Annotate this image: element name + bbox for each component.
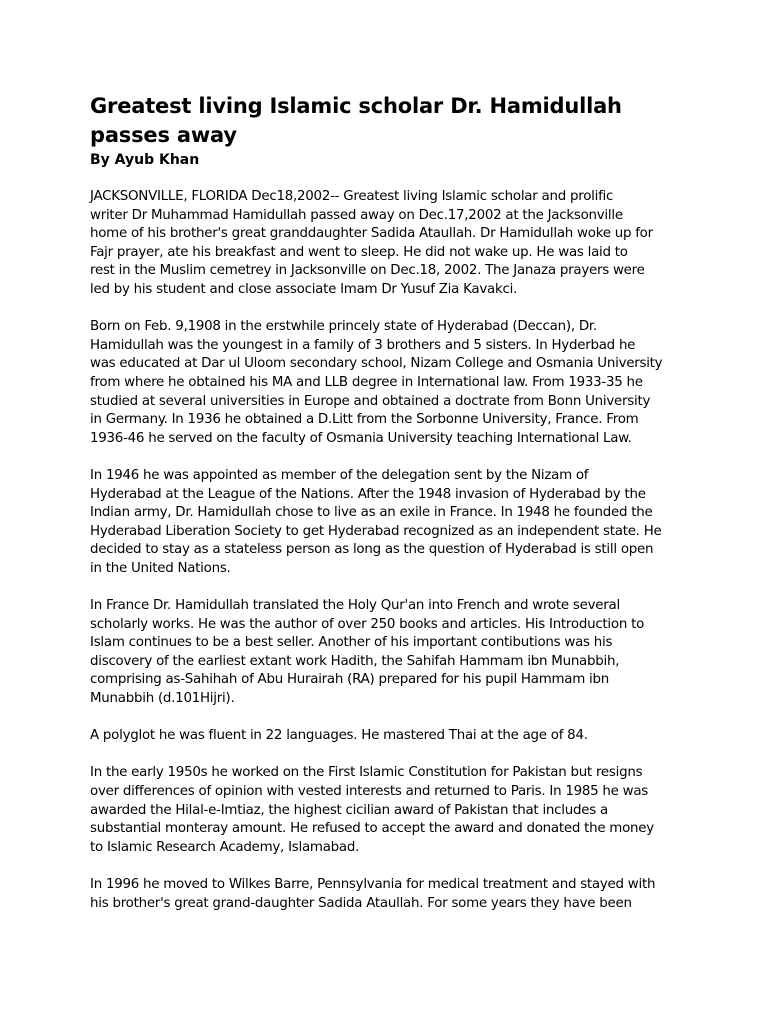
text-line: In 1946 he was appointed as member of the delegation sent by the Nizam of — [90, 467, 589, 483]
article-title — [90, 92, 690, 150]
text-line: writer Dr Muhammad Hamidullah passed away on Dec.17,2002 at the Jacksonville — [90, 207, 623, 223]
text-line: In the early 1950s he worked on the First Islamic Constitution for Pakistan but resigns — [90, 765, 643, 781]
text-line: In France Dr. Hamidullah translated the Holy Qur'an into French and wrote several — [90, 598, 620, 614]
text-line: JACKSONVILLE, FLORIDA Dec18,2002-- Greatest living Islamic scholar and prolific — [90, 189, 614, 204]
paragraph — [90, 764, 690, 857]
text-line: Fajr prayer, ate his breakfast and went to sleep. He did not wake up. He was laid to — [90, 244, 628, 260]
text-line: over differences of opinion with vested interests and returned to Paris. In 1985 he was — [90, 784, 649, 799]
text-line: In 1996 he moved to Wilkes Barre, Pennsylvania for medical treatment and stayed with — [90, 876, 656, 892]
text-line: discovery of the earliest extant work Hadith, the Sahifah Hammam ibn Munabbih, — [90, 653, 620, 669]
paragraph — [90, 876, 690, 913]
text-line: Hamidullah was the youngest in a family of 3 brothers and 5 sisters. In Hyderbad he — [90, 337, 636, 353]
text-line: rest in the Muslim cemetrey in Jacksonville on Dec.18, 2002. The Janaza prayers were — [90, 263, 645, 279]
text-line: substantial monteray amount. He refused to accept the award and donated the money — [90, 821, 654, 837]
text-line: from where he obtained his MA and LLB degree in International law. From 1933-35 he — [90, 374, 643, 390]
paragraph — [90, 318, 690, 448]
paragraph — [90, 597, 690, 709]
text-line: scholarly works. He was the author of over 250 books and articles. His Introduction to — [90, 616, 645, 632]
paragraph — [90, 727, 690, 746]
paragraph — [90, 467, 690, 579]
text-line: comprising as-Sahihah of Abu Hurairah (RA) prepared for his pupil Hammam ibn — [90, 672, 609, 688]
text-line: Hyderabad at the League of the Nations. After the 1948 invasion of Hyderabad by the — [90, 486, 646, 502]
title-line: Greatest living Islamic scholar Dr. Hamidullah — [90, 94, 622, 118]
text-line: Munabbih (d.101Hijri). — [90, 691, 235, 707]
text-line: Islam continues to be a best seller. Another of his important contibutions was his — [90, 635, 613, 651]
text-line: was educated at Dar ul Uloom secondary school, Nizam College and Osmania University — [90, 356, 663, 372]
text-line: A polyglot he was fluent in 22 languages. He mastered Thai at the age of 84. — [90, 728, 588, 744]
text-line: in the United Nations. — [90, 560, 231, 576]
text-line: Indian army, Dr. Hamidullah chose to live as an exile in France. In 1948 he founded the — [90, 505, 653, 521]
text-line: studied at several universities in Europe and obtained a doctrate from Bonn University — [90, 393, 651, 409]
text-line: Born on Feb. 9,1908 in the erstwhile princely state of Hyderabad (Deccan), Dr. — [90, 319, 597, 335]
text-line: decided to stay as a stateless person as long as the question of Hyderabad is still open — [90, 542, 654, 558]
article-body — [90, 188, 690, 913]
text-line: Hyderabad Liberation Society to get Hyderabad recognized as an independent state. He — [90, 523, 662, 539]
text-line: in Germany. In 1936 he obtained a D.Litt from the Sorbonne University, France. From — [90, 412, 639, 428]
paragraph — [90, 188, 690, 300]
text-line: led by his student and close associate Imam Dr Yusuf Zia Kavakci. — [90, 281, 518, 297]
article — [90, 92, 690, 932]
text-line: awarded the Hilal-e-Imtiaz, the highest cicilian award of Pakistan that includes a — [90, 802, 608, 818]
byline: By Ayub Khan — [90, 152, 200, 168]
text-line: his brother's great grand-daughter Sadida Ataullah. For some years they have been — [90, 895, 632, 911]
title-line: passes away — [90, 123, 237, 147]
text-line: to Islamic Research Academy, Islamabad. — [90, 839, 360, 855]
text-line: 1936-46 he served on the faculty of Osmania University teaching International Law. — [90, 430, 632, 446]
text-line: home of his brother's great granddaughter Sadida Ataullah. Dr Hamidullah woke up for — [90, 226, 653, 242]
